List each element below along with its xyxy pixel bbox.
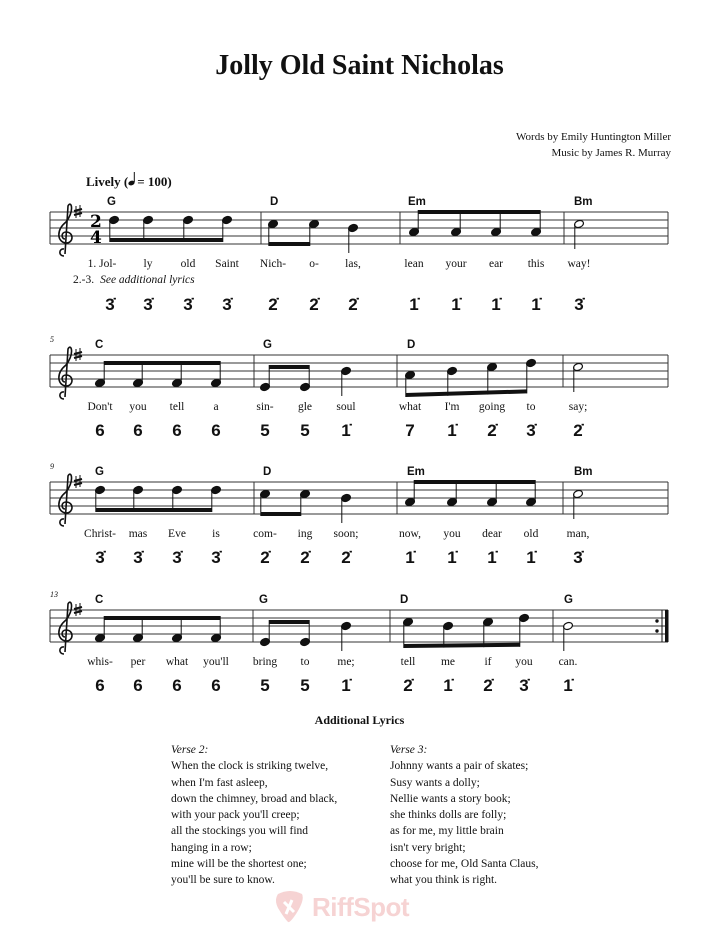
verse-3-label: Verse 3: [390, 744, 428, 756]
scale-degree-number: 6 [211, 421, 221, 440]
lyric-syllable: ear [488, 258, 504, 270]
chord-symbol: D [263, 466, 272, 478]
verse-note-number: 2.-3. [73, 274, 95, 286]
lyric-syllable: 1. Jol- [87, 258, 117, 270]
words-credit: Words by Emily Huntington Miller [516, 131, 671, 143]
scale-degree-number: 6 [172, 676, 182, 695]
chord-symbol: Em [408, 196, 426, 208]
repeat-dot [655, 619, 658, 622]
lyric-line: Nellie wants a story book; [390, 792, 511, 805]
lyric-syllable: to [526, 401, 536, 413]
chord-symbol: G [259, 594, 268, 606]
scale-degree-number: 1̇ [451, 295, 461, 314]
scale-degree-number: 2̇ [483, 676, 493, 695]
lyric-syllable: Eve [168, 528, 186, 540]
scale-degree-number: 2̇ [403, 676, 413, 695]
lyric-line: choose for me, Old Santa Claus, [390, 858, 539, 871]
lyric-line: with your pack you'll creep; [171, 809, 300, 822]
lyric-syllable: Christ- [84, 528, 116, 540]
scale-degree-number: 1̇ [447, 548, 457, 567]
scale-degree-number: 1̇ [563, 676, 573, 695]
scale-degree-number: 3̇ [172, 548, 182, 567]
scale-degree-number: 1̇ [405, 548, 415, 567]
svg-text:2: 2 [90, 212, 102, 232]
scale-degree-number: 2̇ [309, 295, 319, 314]
scale-degree-number: 3̇ [211, 548, 221, 567]
chord-symbol: Bm [574, 196, 593, 208]
logo-text: RiffSpot [312, 892, 410, 922]
scale-degree-number: 1̇ [526, 548, 536, 567]
lyric-syllable: Saint [215, 258, 239, 270]
measure-number: 5 [50, 335, 54, 344]
lyric-syllable: tell [400, 656, 416, 668]
scale-degree-number: 2̇ [260, 548, 270, 567]
song-title: Jolly Old Saint Nicholas [215, 50, 504, 81]
lyric-syllable: going [478, 401, 506, 413]
chord-symbol: D [270, 196, 279, 208]
lyric-syllable: now, [399, 528, 421, 540]
lyric-syllable: gle [297, 401, 313, 413]
verse-2-label: Verse 2: [171, 744, 209, 756]
verse-2 [171, 742, 337, 889]
scale-degree-number: 7 [405, 421, 415, 440]
scale-degree-number: 1̇ [409, 295, 419, 314]
lyric-syllable: say; [568, 401, 588, 413]
chord-symbol: Bm [574, 466, 593, 478]
chord-symbol: C [95, 339, 104, 351]
scale-degree-number: 3̇ [574, 295, 584, 314]
riffspot-logo [270, 890, 450, 924]
note [341, 621, 352, 651]
lyric-syllable: bring [252, 656, 278, 668]
additional-lyrics-heading: Additional Lyrics [314, 713, 405, 727]
music-credit: Music by James R. Murray [551, 147, 671, 159]
scale-degree-number: 2̇ [348, 295, 358, 314]
scale-degree-number: 3̇ [105, 295, 115, 314]
chord-symbol: G [95, 466, 104, 478]
chord-symbol: D [407, 339, 416, 351]
lyric-syllable: this [527, 258, 545, 270]
scale-degree-number: 6 [95, 421, 105, 440]
lyric-syllable: com- [253, 528, 277, 540]
lyric-syllable: is [212, 528, 220, 540]
tempo-label: Lively ( [86, 174, 129, 189]
final-barline [665, 610, 669, 642]
lyric-syllable: per [130, 656, 146, 668]
lyric-line: what you think is right. [390, 874, 498, 887]
verse-3 [390, 742, 539, 889]
scale-degree-number: 3̇ [573, 548, 583, 567]
chord-symbol: G [263, 339, 272, 351]
lyric-syllable: o- [309, 258, 319, 270]
scale-degree-number: 3̇ [133, 548, 143, 567]
lyric-syllable: dear [482, 528, 502, 540]
lyric-syllable: old [180, 258, 196, 270]
lyric-syllable: you [129, 401, 147, 413]
lyric-syllable: Nich- [259, 258, 287, 270]
note [563, 621, 574, 651]
scale-degree-number: 1̇ [443, 676, 453, 695]
beam [269, 620, 309, 624]
lyric-syllable: whis- [87, 656, 113, 668]
svg-text:4: 4 [90, 228, 102, 248]
lyric-syllable: what [165, 656, 189, 668]
lyric-line: isn't very bright; [390, 841, 466, 854]
scale-degree-number: 2̇ [487, 421, 497, 440]
chord-symbol: Em [407, 466, 425, 478]
tempo-bpm: = 100) [137, 174, 172, 189]
lyric-line: when I'm fast asleep, [171, 776, 268, 789]
lyric-line: mine will be the shortest one; [171, 858, 307, 871]
scale-degree-number: 3̇ [143, 295, 153, 314]
scale-degree-number: 5 [300, 676, 310, 695]
lyric-line: hanging in a row; [171, 841, 252, 854]
lyric-syllable: me [440, 656, 456, 668]
lyric-syllable: if [484, 656, 492, 668]
verse-note-text: See additional lyrics [100, 274, 195, 286]
lyric-syllable: man, [566, 528, 590, 540]
scale-degree-number: 6 [133, 676, 143, 695]
scale-degree-number: 1̇ [491, 295, 501, 314]
scale-degree-number: 1̇ [487, 548, 497, 567]
lyric-syllable: to [300, 656, 310, 668]
lyric-line: down the chimney, broad and black, [171, 792, 338, 805]
lyric-syllable: what [398, 401, 422, 413]
beam [404, 643, 520, 648]
lyric-syllable: mas [128, 528, 148, 540]
scale-degree-number: 3̇ [526, 421, 536, 440]
lyric-line: Johnny wants a pair of skates; [390, 760, 529, 773]
key-signature-sharp-icon [74, 603, 82, 616]
lyric-syllable: can. [558, 656, 578, 668]
scale-degree-number: 2̇ [341, 548, 351, 567]
scale-degree-number: 6 [95, 676, 105, 695]
scale-degree-number: 1̇ [341, 676, 351, 695]
lyric-syllable: a [213, 401, 219, 413]
lyric-syllable: sin- [256, 401, 274, 413]
scale-degree-number: 3̇ [222, 295, 232, 314]
scale-degree-number: 3̇ [95, 548, 105, 567]
chord-symbol: G [564, 594, 573, 606]
scale-degree-number: 6 [172, 421, 182, 440]
measure-number: 13 [50, 590, 58, 599]
chord-symbol: G [107, 196, 116, 208]
scale-degree-number: 1̇ [341, 421, 351, 440]
lyric-syllable: soul [336, 401, 356, 413]
lyric-line: Susy wants a dolly; [390, 776, 480, 789]
lyric-line: When the clock is striking twelve, [171, 760, 329, 773]
lyric-syllable: las, [345, 258, 361, 270]
guitar-pick-icon [272, 890, 308, 924]
scale-degree-number: 2̇ [300, 548, 310, 567]
scale-degree-number: 2̇ [573, 421, 583, 440]
measure-number: 9 [50, 462, 54, 471]
lyric-syllable: ing [297, 528, 313, 540]
scale-degree-number: 6 [133, 421, 143, 440]
scale-degree-number: 2̇ [268, 295, 278, 314]
lyric-line: you'll be sure to know. [171, 874, 275, 887]
lyric-syllable: Don't [87, 401, 113, 413]
scale-degree-number: 5 [260, 676, 270, 695]
lyric-line: she thinks dolls are folly; [390, 809, 507, 822]
scale-degree-number: 5 [300, 421, 310, 440]
beam [104, 616, 220, 620]
scale-degree-number: 3̇ [519, 676, 529, 695]
lyric-syllable: I'm [444, 401, 460, 413]
scale-degree-number: 1̇ [531, 295, 541, 314]
chord-symbol: C [95, 594, 104, 606]
repeat-dot [655, 629, 658, 632]
lyric-syllable: you [443, 528, 461, 540]
lyric-syllable: soon; [333, 528, 359, 540]
lyric-syllable: you'll [203, 656, 229, 668]
scale-degree-number: 6 [211, 676, 221, 695]
lyric-syllable: tell [169, 401, 185, 413]
scale-degree-number: 1̇ [447, 421, 457, 440]
scale-degree-number: 5 [260, 421, 270, 440]
lyric-syllable: you [515, 656, 533, 668]
lyric-line: as for me, my little brain [390, 825, 504, 838]
lyric-line: all the stockings you will find [171, 825, 309, 838]
lyric-syllable: your [445, 258, 467, 270]
lyric-syllable: old [523, 528, 539, 540]
lyric-syllable: lean [404, 258, 424, 270]
lyric-syllable: me; [337, 656, 355, 668]
lyric-syllable: way! [567, 258, 591, 270]
lyric-syllable: ly [143, 258, 153, 270]
chord-symbol: D [400, 594, 409, 606]
scale-degree-number: 3̇ [183, 295, 193, 314]
